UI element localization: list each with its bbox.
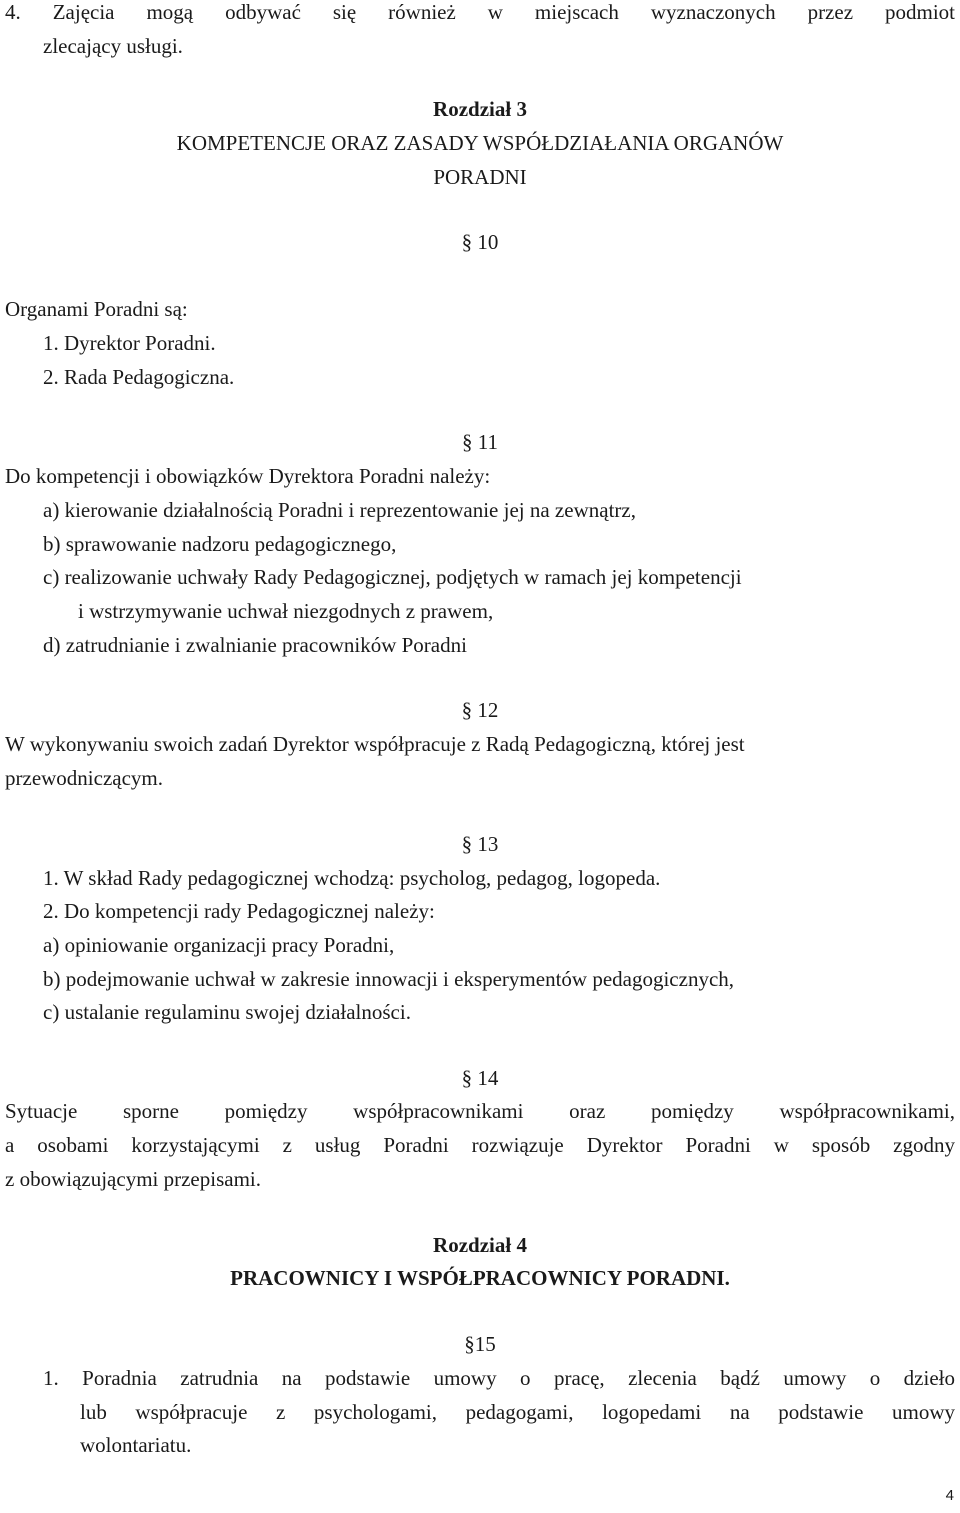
section-10-item-2: 2. Rada Pedagogiczna. xyxy=(43,365,235,389)
section-13-point-2: 2. Do kompetencji rady Pedagogicznej należy: xyxy=(43,899,435,923)
section-14-line-1: Sytuacje sporne pomiędzy współpracownikami oraz pomiędzy współpracownikami, xyxy=(5,1099,955,1123)
chapter-3-title-line-2: PORADNI xyxy=(433,165,527,189)
section-12-line-1: W wykonywaniu swoich zadań Dyrektor współpracuje z Radą Pedagogiczną, której jest xyxy=(5,732,745,756)
section-13-heading: § 13 xyxy=(461,832,499,856)
section-11-intro: Do kompetencji i obowiązków Dyrektora Poradni należy: xyxy=(5,464,491,488)
section-11-item-d: d) zatrudnianie i zwalnianie pracowników Poradni xyxy=(43,633,467,657)
section-12-heading: § 12 xyxy=(461,698,499,722)
section-11-heading: § 11 xyxy=(462,430,498,454)
section-15-line-2: lub współpracuje z psychologami, pedagogami, logopedami na podstawie umowy xyxy=(80,1400,955,1424)
section-14-heading: § 14 xyxy=(461,1066,499,1090)
chapter-4-label: Rozdział 4 xyxy=(433,1233,527,1257)
section-15-line-3: wolontariatu. xyxy=(80,1433,192,1457)
section-10-item-1: 1. Dyrektor Poradni. xyxy=(43,331,216,355)
section-13-item-b: b) podejmowanie uchwał w zakresie innowacji i eksperymentów pedagogicznych, xyxy=(43,967,735,991)
page-number: 4 xyxy=(945,1487,954,1504)
section-15-heading: §15 xyxy=(464,1332,496,1356)
section-11-item-a: a) kierowanie działalnością Poradni i reprezentowanie jej na zewnątrz, xyxy=(43,498,636,522)
section-10-intro: Organami Poradni są: xyxy=(5,297,188,321)
chapter-4-title: PRACOWNICY I WSPÓŁPRACOWNICY PORADNI. xyxy=(230,1266,730,1290)
item-4-line-2: zlecający usługi. xyxy=(43,34,183,58)
section-15-line-1: 1. Poradnia zatrudnia na podstawie umowy o pracę, zlecenia bądź umowy o dzieło xyxy=(43,1366,955,1390)
section-12-line-2: przewodniczącym. xyxy=(5,766,164,790)
section-13-point-1: 1. W skład Rady pedagogicznej wchodzą: psycholog, pedagog, logopeda. xyxy=(43,866,661,890)
chapter-3-label: Rozdział 3 xyxy=(433,97,527,121)
section-13-item-c: c) ustalanie regulaminu swojej działalności. xyxy=(43,1000,411,1024)
section-11-item-c-line-1: c) realizowanie uchwały Rady Pedagogicznej, podjętych w ramach jej kompetencji xyxy=(43,565,742,589)
chapter-3-title-line-1: KOMPETENCJE ORAZ ZASADY WSPÓŁDZIAŁANIA ORGANÓW xyxy=(176,131,784,155)
section-11-item-b: b) sprawowanie nadzoru pedagogicznego, xyxy=(43,532,397,556)
section-14-line-2: a osobami korzystającymi z usług Poradni rozwiązuje Dyrektor Poradni w sposób zgodny xyxy=(5,1133,955,1157)
section-14-line-3: z obowiązującymi przepisami. xyxy=(5,1167,261,1191)
section-11-item-c-line-2: i wstrzymywanie uchwał niezgodnych z prawem, xyxy=(78,599,494,623)
section-13-item-a: a) opiniowanie organizacji pracy Poradni, xyxy=(43,933,395,957)
section-10-heading: § 10 xyxy=(461,230,499,254)
item-4-line-1: 4. Zajęcia mogą odbywać się również w miejscach wyznaczonych przez podmiot xyxy=(5,0,955,24)
